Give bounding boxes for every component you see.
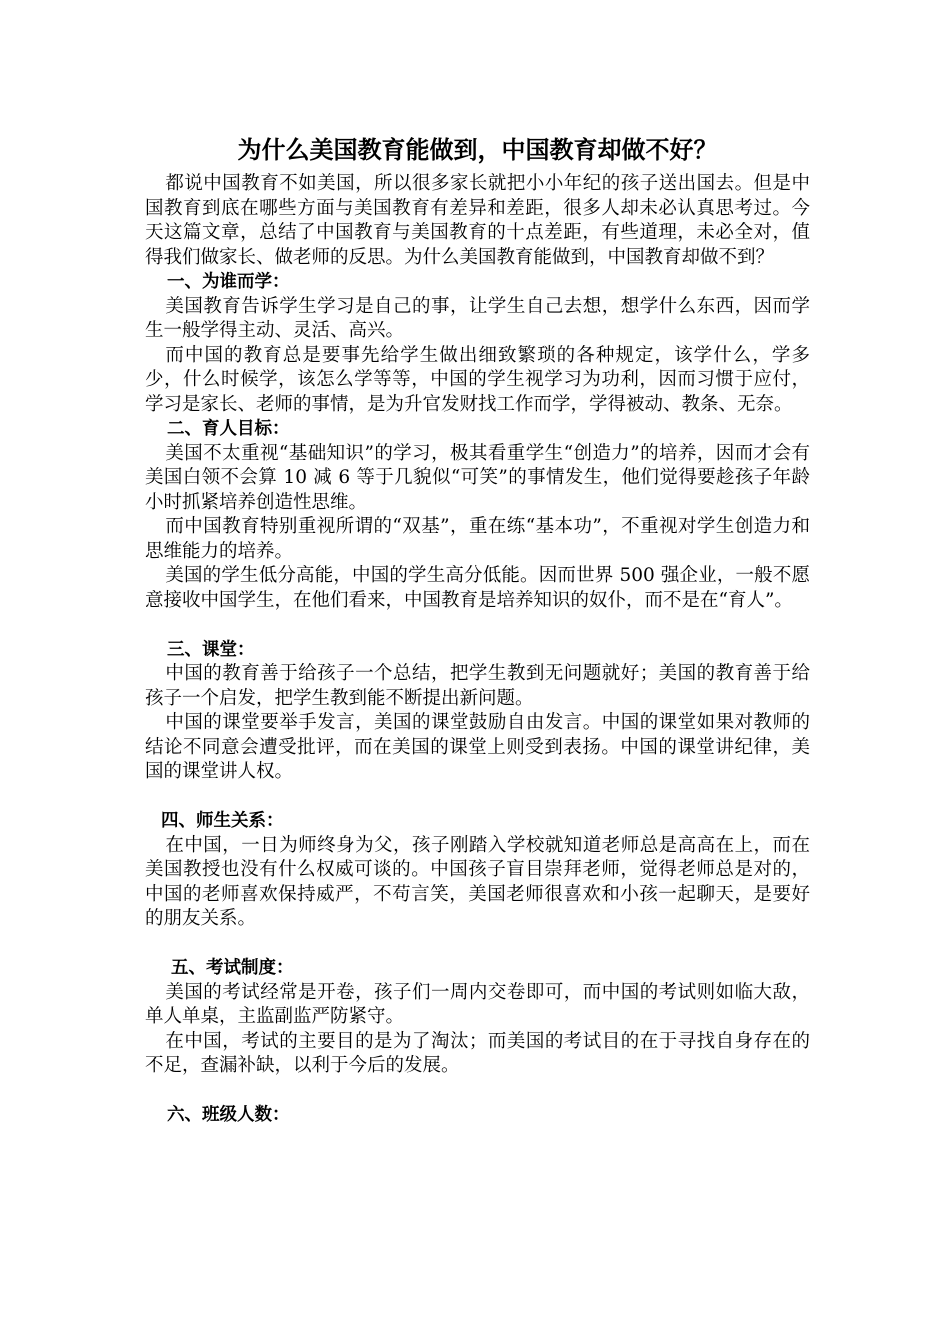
section-heading-2: 二、育人目标： xyxy=(167,419,290,439)
intro-paragraph: 都说中国教育不如美国，所以很多家长就把小小年纪的孩子送出国去。但是中国教育到底在哪些方面与美国教育有差异和差距，很多人却未必认真思考过。今天这篇文章，总结了中国教育与美国教育的十点差距，有些道理，未必全对，值得我们做家长、做老师的反思。为什么美国教育能做到，中国教育却做不到？ xyxy=(145,173,810,268)
section-5-paragraph-2: 在中国，考试的主要目的是为了淘汰；而美国的考试目的在于寻找自身存在的不足，查漏补缺，以利于今后的发展。 xyxy=(145,1030,810,1076)
section-5-paragraph-1: 美国的考试经常是开卷，孩子们一周内交卷即可，而中国的考试则如临大敌，单人单桌，主监副监严防紧守。 xyxy=(145,981,810,1027)
section-spacer xyxy=(145,1079,810,1104)
section-spacer xyxy=(145,613,810,638)
section-heading-1: 一、为谁而学： xyxy=(167,272,290,292)
section-1-paragraph-2: 而中国的教育总是要事先给学生做出细致繁琐的各种规定，该学什么，学多少，什么时候学，该怎么学等等，中国的学生视学习为功利，因而习惯于应付，学习是家长、老师的事情，是为升官发财找工作而学，学得被动、教条、无奈。 xyxy=(145,344,810,415)
section-2-paragraph-1: 美国不太重视“基础知识”的学习，极其看重学生“创造力”的培养，因而才会有美国白领不会算 10 减 6 等于几貌似“可笑”的事情发生，他们觉得要趁孩子年龄小时抓紧培养创造性思维。 xyxy=(145,442,810,513)
section-spacer xyxy=(145,932,810,957)
section-4-paragraph-1: 在中国，一日为师终身为父，孩子刚踏入学校就知道老师总是高高在上，而在美国教授也没有什么权威可谈的。中国孩子盲目崇拜老师，觉得老师总是对的，中国的老师喜欢保持威严，不苟言笑，美国老师很喜欢和小孩一起聊天，是要好的朋友关系。 xyxy=(145,834,810,929)
section-spacer xyxy=(145,785,810,810)
document-body xyxy=(145,132,810,1128)
section-heading-5: 五、考试制度： xyxy=(171,958,294,978)
section-heading-6: 六、班级人数： xyxy=(167,1105,290,1125)
section-heading-4: 四、师生关系： xyxy=(161,811,284,831)
section-3-paragraph-1: 中国的教育善于给孩子一个总结，把学生教到无问题就好；美国的教育善于给孩子一个启发，把学生教到能不断提出新问题。 xyxy=(145,663,810,709)
section-2-paragraph-3: 美国的学生低分高能，中国的学生高分低能。因而世界 500 强企业，一般不愿意接收中国学生，在他们看来，中国教育是培养知识的奴仆，而不是在“育人”。 xyxy=(145,565,810,611)
section-heading-3: 三、课堂： xyxy=(167,639,255,660)
section-2-paragraph-2: 而中国教育特别重视所谓的“双基”，重在练“基本功”，不重视对学生创造力和思维能力的培养。 xyxy=(145,516,810,562)
section-1-paragraph-1: 美国教育告诉学生学习是自己的事，让学生自己去想，想学什么东西，因而学生一般学得主动、灵活、高兴。 xyxy=(145,295,810,341)
section-3-paragraph-2: 中国的课堂要举手发言，美国的课堂鼓励自由发言。中国的课堂如果对教师的结论不同意会遭受批评，而在美国的课堂上则受到表扬。中国的课堂讲纪律，美国的课堂讲人权。 xyxy=(145,712,810,782)
document-title: 为什么美国教育能做到，中国教育却做不好？ xyxy=(237,136,718,164)
